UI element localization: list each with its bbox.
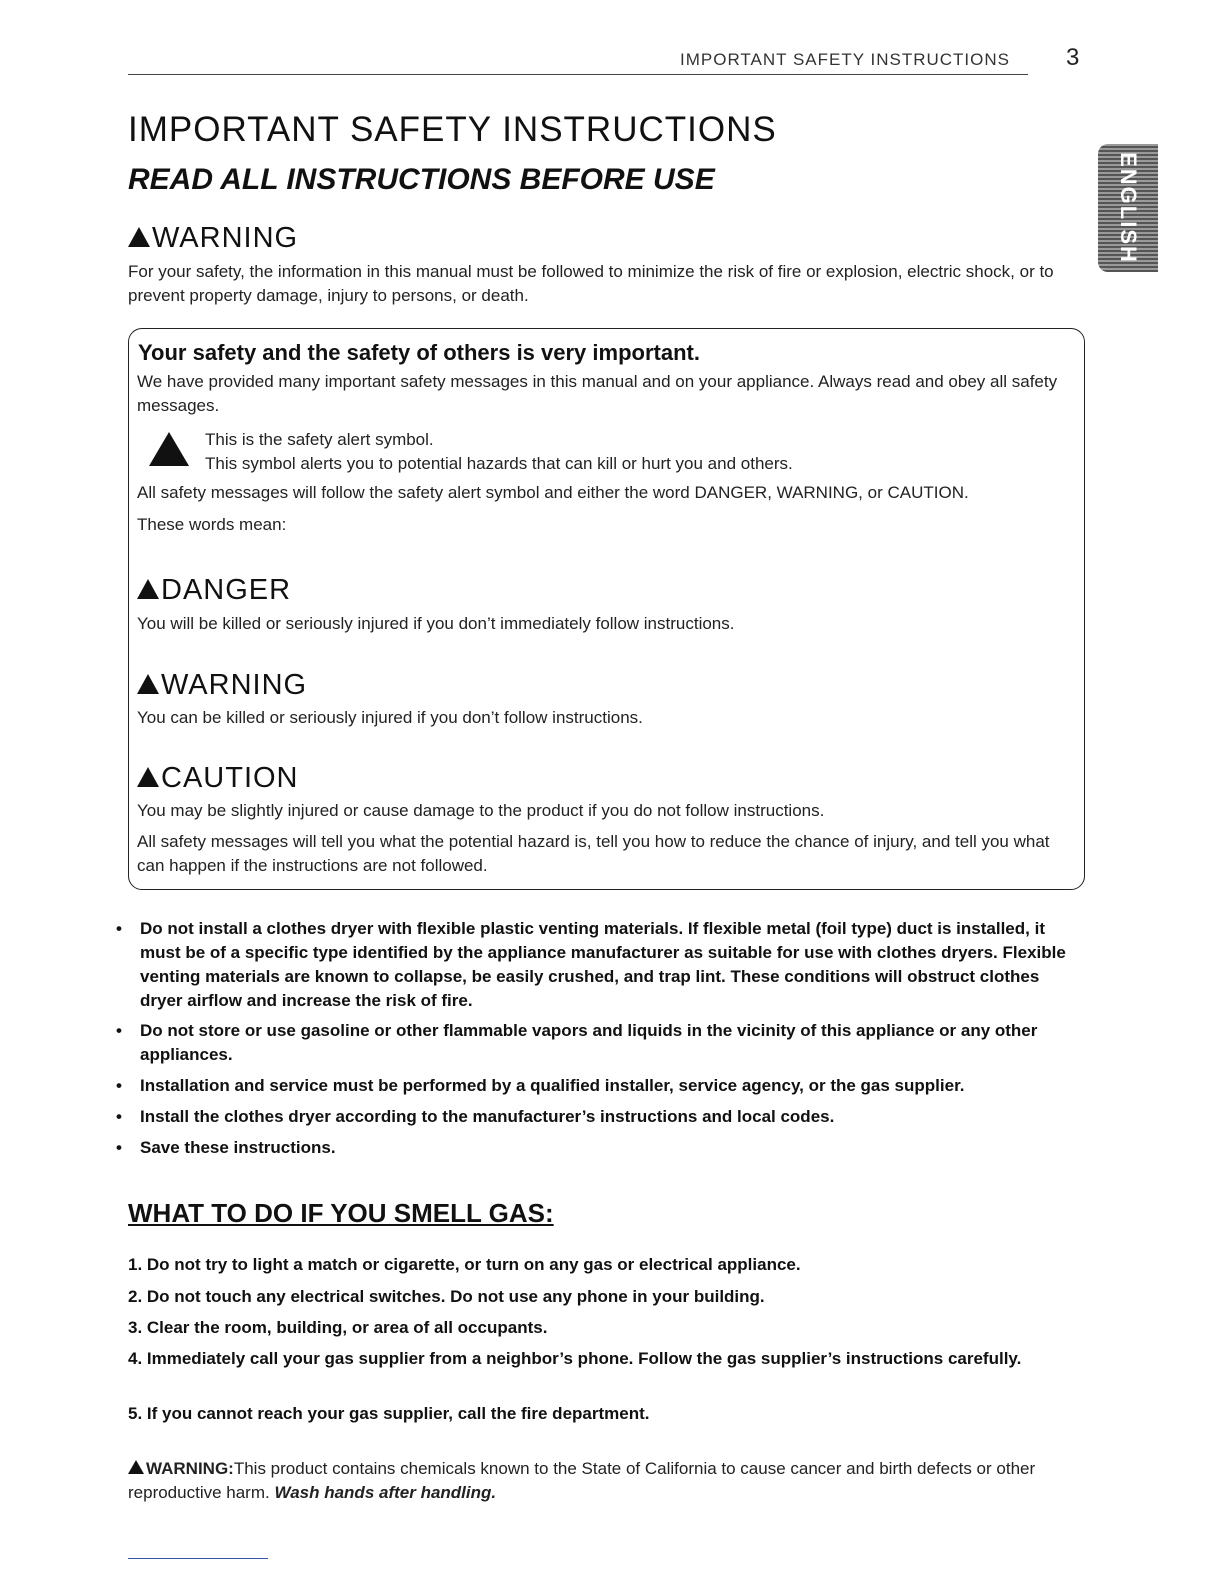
warning-intro-heading: WARNING xyxy=(128,222,298,255)
gas-step: 4. Immediately call your gas supplier from a neighbor’s phone. Follow the gas supplier’s instructions carefully. xyxy=(128,1349,1022,1368)
safety-alert-icon xyxy=(137,579,159,599)
page-number: 3 xyxy=(1066,44,1080,71)
safety-box-closing: All safety messages will tell you what the potential hazard is, tell you how to reduce the chance of injury, and tell you what can happen if the instructions are not followed. xyxy=(137,832,1050,875)
list-item: • Do not install a clothes dryer with flexible plastic venting materials. If flexible metal (foil type) duct is installed, it must be of a specific type identified by the appliance manufacturer as suitable for use with clothes dryers. Flexible venting materials are known to collapse, be easily crushed, and trap lint. These conditions will obstruct clothes dryer airflow and increase the risk of fire. xyxy=(116,919,1066,1010)
safety-alert-icon xyxy=(137,674,159,694)
caution-heading: CAUTION xyxy=(137,762,299,795)
safety-box-heading: Your safety and the safety of others is very important. xyxy=(138,340,700,365)
safety-alert-symbol xyxy=(149,432,191,471)
prop65-text: This product contains chemicals known to the State of California to cause cancer and birth defects or other reproductive harm. xyxy=(128,1459,1036,1502)
gas-step: 1. Do not try to light a match or cigarette, or turn on any gas or electrical appliance. xyxy=(128,1255,801,1274)
danger-text: You will be killed or seriously injured if you don’t immediately follow instructions. xyxy=(137,614,735,633)
prop65-label: WARNING: xyxy=(146,1459,234,1478)
page-title: IMPORTANT SAFETY INSTRUCTIONS xyxy=(128,110,777,149)
gas-section-heading: WHAT TO DO IF YOU SMELL GAS: xyxy=(128,1198,554,1228)
language-tab-label: ENGLISH xyxy=(1116,152,1141,264)
words-mean-text: These words mean: xyxy=(137,515,287,534)
gas-step: 5. If you cannot reach your gas supplier, call the fire department. xyxy=(128,1404,650,1423)
alert-symbol-line-1: This is the safety alert symbol. xyxy=(205,430,434,449)
safety-alert-icon xyxy=(149,432,189,466)
footer-rule xyxy=(128,1558,268,1559)
list-item: • Installation and service must be performed by a qualified installer, service agency, or the gas supplier. xyxy=(116,1076,965,1095)
alert-symbol-line-2: This symbol alerts you to potential hazards that can kill or hurt you and others. xyxy=(205,454,793,473)
list-item: • Do not store or use gasoline or other flammable vapors and liquids in the vicinity of this appliance or any other appliances. xyxy=(116,1021,1038,1064)
header-divider xyxy=(128,74,1028,75)
safety-alert-icon xyxy=(128,1460,144,1474)
safety-alert-icon xyxy=(128,227,150,247)
danger-heading: DANGER xyxy=(137,574,291,607)
warning-text: You can be killed or seriously injured if you don’t follow instructions. xyxy=(137,708,643,727)
safety-box-intro: We have provided many important safety messages in this manual and on your appliance. Always read and obey all safety messages. xyxy=(137,372,1058,415)
warning-intro-text: For your safety, the information in this manual must be followed to minimize the risk of fire or explosion, electric shock, or to prevent property damage, injury to persons, or death. xyxy=(128,262,1054,305)
list-item: • Install the clothes dryer according to the manufacturer’s instructions and local codes. xyxy=(116,1107,835,1126)
safety-follow-text: All safety messages will follow the safety alert symbol and either the word DANGER, WARNING, or CAUTION. xyxy=(137,483,969,502)
safety-alert-icon xyxy=(137,767,159,787)
caution-text: You may be slightly injured or cause damage to the product if you do not follow instructions. xyxy=(137,801,825,820)
gas-step: 2. Do not touch any electrical switches. Do not use any phone in your building. xyxy=(128,1287,765,1306)
prop65-emphasis: Wash hands after handling. xyxy=(274,1483,497,1502)
running-header: IMPORTANT SAFETY INSTRUCTIONS xyxy=(680,50,1010,69)
list-item: • Save these instructions. xyxy=(116,1138,336,1157)
warning-heading: WARNING xyxy=(137,669,307,702)
page-subtitle: READ ALL INSTRUCTIONS BEFORE USE xyxy=(128,163,715,196)
prop65-warning xyxy=(128,1457,1078,1505)
gas-step: 3. Clear the room, building, or area of all occupants. xyxy=(128,1318,548,1337)
language-tab xyxy=(1098,144,1158,272)
